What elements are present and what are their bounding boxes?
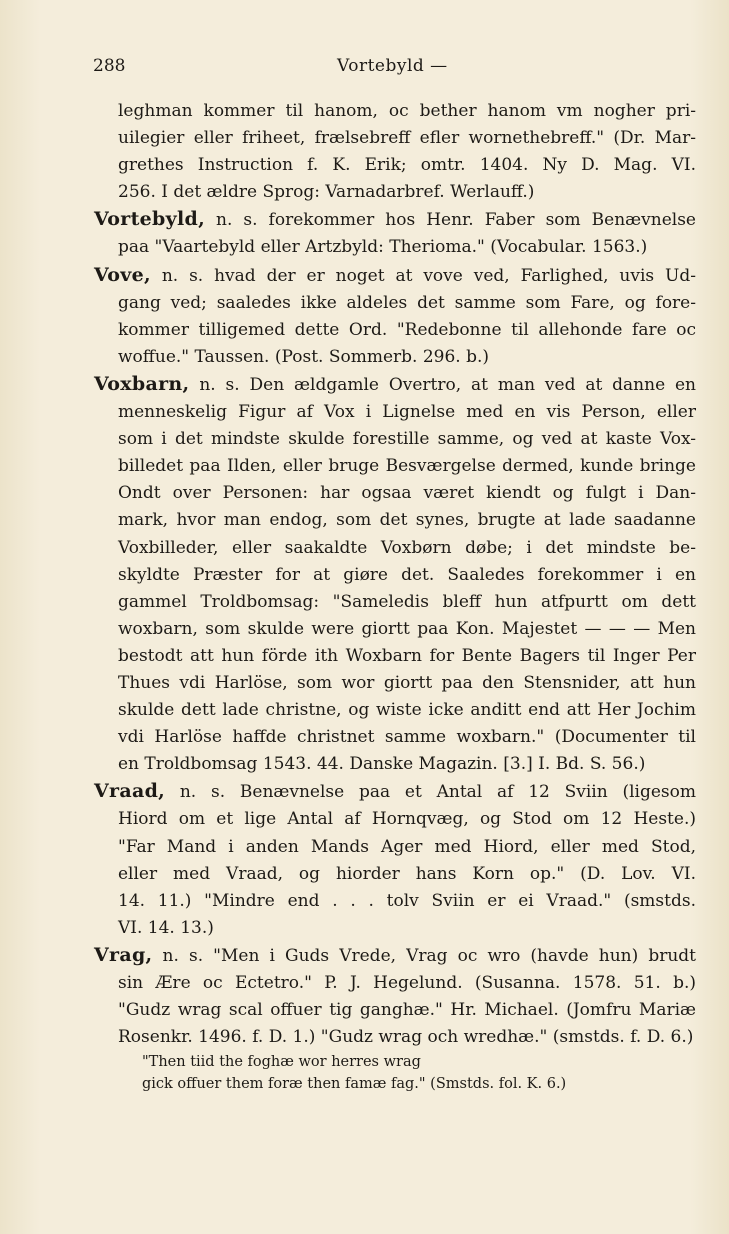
entry-voxbarn [94,371,696,778]
text-line: n. s. Den ældgamle Overtro, at man ved at danne en [199,374,697,395]
entry-vove [94,262,696,371]
text-line: som i det mindste skulde forestille samme, og ved at kaste Vox- [118,429,696,450]
text-line: leghman kommer til hanom, oc bether hanom vm nogher pri- [118,101,696,121]
text-line: "Gudz wrag scal offuer tig ganghæ." Hr. Michael. (Jomfru Mariæ [118,1000,696,1021]
text-line: 256. I det ældre Sprog: Varnadarbref. Werlauff.) [118,182,535,203]
text-line: menneskelig Figur af Vox i Lignelse med en vis Person, eller [118,402,696,423]
entry-vortebyld [94,206,696,261]
text-line: n. s. forekommer hos Henr. Faber som Benævnelse [216,210,696,231]
text-line: Rosenkr. 1496. f. D. 1.) "Gudz wrag och wredhæ." (smstds. f. D. 6.) [118,1027,694,1048]
text-line: n. s. hvad der er noget at vove ved, Farlighed, uvis Ud- [161,265,696,286]
running-head: Vortebyld — [337,56,448,76]
text-line: VI. 14. 13.) [118,917,214,938]
text-line: vdi Harlöse haffde christnet samme woxbarn." (Documenter til [118,727,696,748]
quote-line: gick offuer them foræ then famæ fag." (Smstds. fol. K. 6.) [142,1076,567,1093]
text-line: bestodt att hun förde ith Woxbarn for Bente Bagers til Inger Per [118,645,696,666]
text-line: Thues vdi Harlöse, som wor giortt paa den Stensnider, att hun [118,672,696,693]
headword: Vraad, [94,780,166,803]
text-line: paa "Vaartebyld eller Artzbyld: Therioma." (Vocabular. 1563.) [118,237,648,258]
quote-line: "Then tiid the foghæ wor herres wrag [142,1054,421,1071]
text-line: gang ved; saaledes ikke aldeles det samme som Fare, og fore- [118,292,696,313]
text-line: Ondt over Personen: har ogsaa været kiendt og fulgt i Dan- [118,483,696,504]
text-line: "Far Mand i anden Mands Ager med Hiord, eller med Stod, [118,836,696,857]
text-line: eller med Vraad, og hiorder hans Korn op." (D. Lov. VI. [118,863,696,884]
text-line: billedet paa Ilden, eller bruge Besværgelse dermed, kunde bringe [118,456,696,477]
text-line: en Troldbomsag 1543. 44. Danske Magazin. [3.] I. Bd. S. 56.) [118,754,646,775]
text-line: Voxbilleder, eller saakaldte Voxbørn døbe; i det mindste be- [118,537,696,558]
text-line: n. s. "Men i Guds Vrede, Vrag oc wro (havde hun) brudt [162,945,696,966]
text-line: uilegier eller friheet, frælsebreff efler wornethebreff." (Dr. Mar- [118,128,696,149]
headword: Vrag, [94,943,153,966]
text-line: Hiord om et lige Antal af Hornqvæg, og Stod om 12 Heste.) [118,809,696,830]
text-line: woffue." Taussen. (Post. Sommerb. 296. b.) [118,346,490,367]
text-line: skyldte Præster for at giøre det. Saaledes forekommer i en [118,564,696,585]
text-line: skulde dett lade christne, og wiste icke anditt end att Her Jochim [118,700,696,721]
page-header [93,56,693,80]
text-line: woxbarn, som skulde were giortt paa Kon. Majestet — — — Men [118,618,696,639]
text-line: gammel Troldbomsag: "Sameledis bleff hun atfpurtt om dett [118,591,696,612]
headword: Vortebyld, [94,208,205,231]
text-line: n. s. Benævnelse paa et Antal af 12 Sviin (ligesom [179,782,696,803]
entry-continuation [118,98,696,206]
headword: Voxbarn, [94,372,190,395]
text-line: mark, hvor man endog, som det synes, brugte at lade saadanne [118,510,696,531]
headword: Vove, [94,263,151,286]
text-line: 14. 11.) "Mindre end . . . tolv Sviin er ei Vraad." (smstds. [118,890,696,911]
text-line: sin Ære oc Ectetro." P. J. Hegelund. (Susanna. 1578. 51. b.) [118,973,696,993]
text-line: kommer tilligemed dette Ord. "Redebonne til allehonde fare oc [118,319,696,340]
entry-vraad [94,778,696,942]
text-line: grethes Instruction f. K. Erik; omtr. 1404. Ny D. Mag. VI. [118,155,696,176]
entry-vrag [94,942,696,1095]
dictionary-text [94,98,697,1095]
page-number: 288 [93,56,126,76]
